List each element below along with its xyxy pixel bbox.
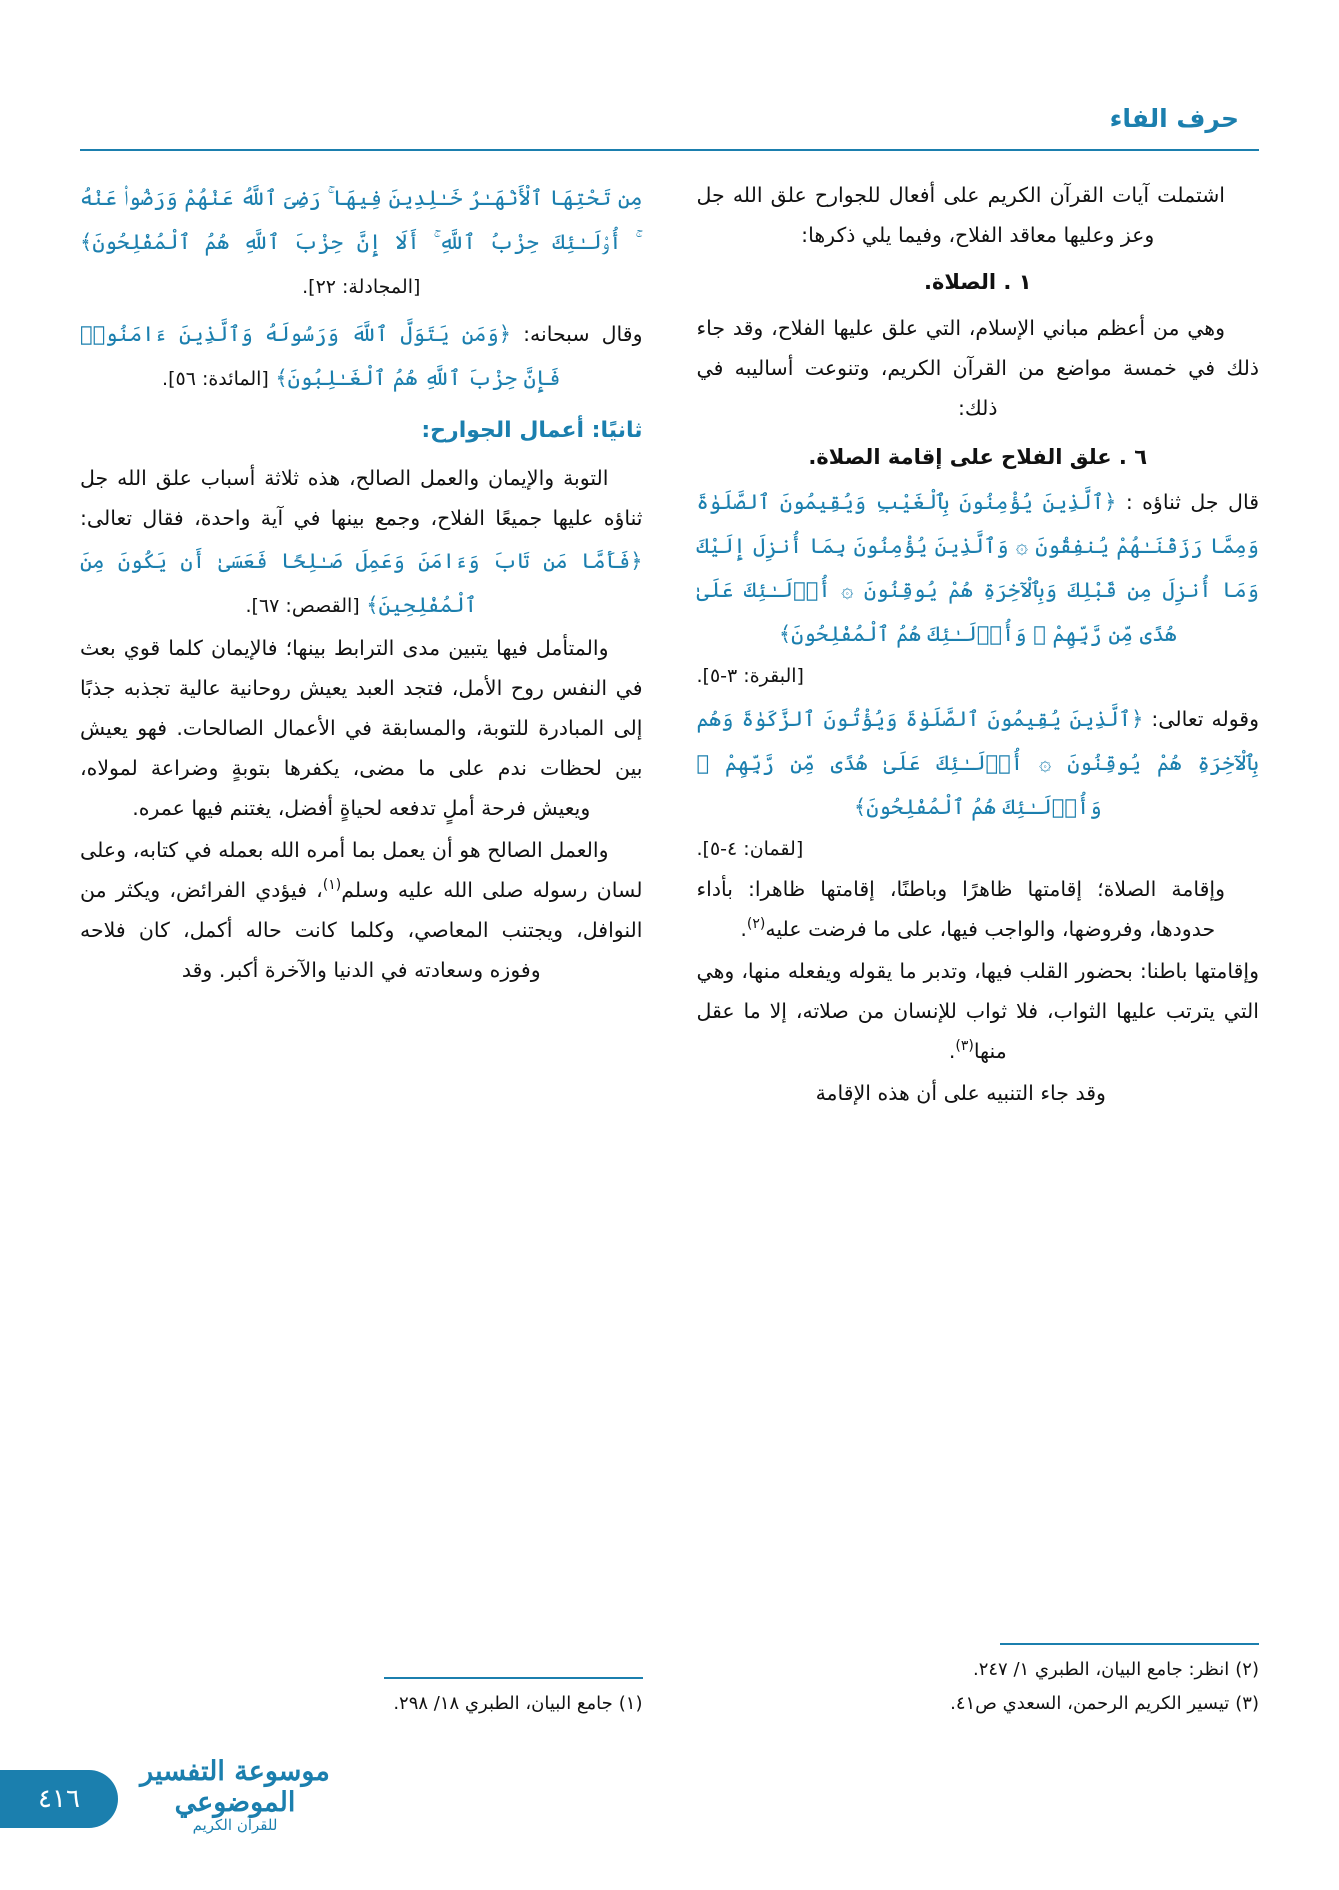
quran-verse: ﴿ٱلَّذِينَ يُؤْمِنُونَ بِٱلْغَيْبِ وَيُقِيمُونَ ٱلصَّلَوٰةَ وَمِمَّا رَزَقْنَـٰهُمْ يُنفِقُونَ ۞ وَٱلَّذِينَ يُؤْمِنُونَ بِمَا أُنزِلَ إِلَيْكَ وَمَا أُنزِلَ مِن قَبْلِكَ وَبِٱلْآخِرَةِ هُمْ يُوقِنُونَ ۞ أُو۟لَـٰئِكَ عَلَىٰ هُدًى مِّن رَّبِّهِمْ ۖ وَأُو۟لَـٰئِكَ هُمُ ٱلْمُفْلِحُونَ﴾ xyxy=(696,489,1259,646)
footnotes-right xyxy=(80,1677,643,1720)
footnote xyxy=(80,1687,643,1720)
footnote-marker: (٢) xyxy=(746,916,766,933)
section-heading: ثانيًا: أعمال الجوارح: xyxy=(421,418,643,444)
verse-lead-in: وقال سبحانه: xyxy=(523,322,643,347)
footnote-number: (١) xyxy=(618,1692,643,1714)
quran-verse: ﴿ٱلَّذِينَ يُقِيمُونَ ٱلصَّلَوٰةَ وَيُؤْتُونَ ٱلزَّكَوٰةَ وَهُم بِٱلْآخِرَةِ هُمْ يُوقِنُونَ ۞ أُو۟لَـٰئِكَ عَلَىٰ هُدًى مِّن رَّبِّهِمْ ۖ وَأُو۟لَـٰئِكَ هُمُ ٱلْمُفْلِحُونَ﴾ xyxy=(696,707,1259,820)
paragraph: وقد جاء التنبيه على أن هذه الإقامة xyxy=(815,1081,1106,1106)
page-title: حرف الفاء xyxy=(1109,104,1239,133)
footnote-text: انظر: جامع البيان، الطبري ١/ ٢٤٧. xyxy=(972,1659,1230,1681)
quran-verse: ﴿فَأَمَّا مَن تَابَ وَءَامَنَ وَعَمِلَ صَـٰلِحًا فَعَسَىٰ أَن يَكُونَ مِنَ ٱلْمُفْلِحِينَ﴾ xyxy=(80,549,643,618)
logo-title: موسوعة التفسير الموضوعي xyxy=(140,1756,330,1818)
verse-lead-in: قال جل ثناؤه : xyxy=(1125,489,1259,514)
page-header xyxy=(80,104,1259,160)
verse-reference: [المجادلة: ٢٢]. xyxy=(302,276,421,299)
two-column-body xyxy=(80,176,1259,1720)
header-divider xyxy=(80,149,1259,151)
verse-reference: [البقرة: ٣-٥]. xyxy=(696,665,804,688)
footnote-marker: (٣) xyxy=(955,1038,974,1055)
quran-verse: مِن تَحْتِهَا ٱلْأَنْهَـٰرُ خَـٰلِدِينَ فِيهَا ۚ رَضِىَ ٱللَّهُ عَنْهُمْ وَرَضُوا۟ عَنْهُ ۚ أُو۟لَـٰئِكَ حِزْبُ ٱللَّهِ ۚ أَلَا إِنَّ حِزْبَ ٱللَّهِ هُمُ ٱلْمُفْلِحُونَ﴾ [المجادلة: ٢٢]. xyxy=(80,186,643,299)
publisher-logo xyxy=(120,1756,350,1834)
list-item: ٦ . علق الفلاح على إقامة الصلاة. xyxy=(808,444,1148,469)
paragraph: اشتملت آيات القرآن الكريم على أفعال للجوارح علق الله جل وعز وعليها معاقد الفلاح، وفيما يلي ذكرها: xyxy=(696,183,1225,247)
verse-lead-in: وقوله تعالى: xyxy=(1151,707,1259,732)
paragraph: وإقامتها باطنا: بحضور القلب فيها، وتدبر ما يقوله ويفعله منها، وهي التي يترتب عليها الثواب، فلا ثواب للإنسان من صلاته، إلا ما عقل منها$^{(٣)}$. xyxy=(696,959,1259,1064)
verse-reference: [المائدة: ٥٦]. xyxy=(162,368,269,391)
footnote-divider xyxy=(1000,1643,1259,1645)
footnote-text: تيسير الكريم الرحمن، السعدي ص٤١. xyxy=(950,1692,1230,1714)
page-footer xyxy=(0,1748,1339,1838)
logo-subtitle: للقرآن الكريم xyxy=(192,1816,278,1834)
verse-reference: [لقمان: ٤-٥]. xyxy=(696,838,804,861)
paragraph: والعمل الصالح هو أن يعمل بما أمره الله بعمله في كتابه، وعلى لسان رسوله صلى الله عليه وسلم$^{(١)}$، فيؤدي الفرائض، ويكثر من النوافل، ويجتنب المعاصي، وكلما كانت حاله أكمل، كان فلاحه وفوزه وسعادته في الدنيا والآخرة أكبر. وقد xyxy=(80,838,643,983)
column-right xyxy=(80,176,643,1720)
column-left xyxy=(697,176,1260,1720)
verse-reference: [القصص: ٦٧]. xyxy=(245,595,360,618)
paragraph: والمتأمل فيها يتبين مدى الترابط بينها؛ فالإيمان كلما قوي بعث في النفس روح الأمل، فتجد العبد يعيش روحانية عالية تجذبه جذبًا إلى المبادرة للتوبة، والمسابقة في الأعمال الصالحات. فهو يعيش بين لحظات ندم على ما مضى، يكفرها بتوبةٍ وضراعة لمولاه، ويعيش فرحة أملٍ تدفعه لحياةٍ أفضل، يغتنم فيها عمره. xyxy=(80,636,643,821)
footnote-number: (٢) xyxy=(1235,1659,1259,1681)
footnote xyxy=(697,1653,1260,1686)
list-item: ١ . الصلاة. xyxy=(923,269,1032,294)
paragraph: وهي من أعظم مباني الإسلام، التي علق عليها الفلاح، وقد جاء ذلك في خمسة مواضع من القرآن الكريم، وتنوعت أساليبه في ذلك: xyxy=(696,315,1259,420)
footnote-text: جامع البيان، الطبري ١٨/ ٢٩٨. xyxy=(393,1692,613,1714)
paragraph: التوبة والإيمان والعمل الصالح، هذه ثلاثة أسباب علق الله جل ثناؤه عليها جميعًا الفلاح، وجمع بينها في آية واحدة، فقال تعالى: ﴿فَأَمَّا مَن تَابَ وَءَامَنَ وَعَمِلَ صَـٰلِحًا فَعَسَىٰ أَن يَكُونَ مِنَ ٱلْمُفْلِحِينَ﴾ [القصص: ٦٧]. xyxy=(80,466,643,618)
footnote-number: (٣) xyxy=(1235,1692,1259,1714)
page-number-badge: ٤١٦ xyxy=(0,1770,118,1828)
footnote xyxy=(697,1687,1260,1720)
footnote-divider xyxy=(384,1677,643,1679)
quran-verse: ﴿وَمَن يَتَوَلَّ ٱللَّهَ وَرَسُولَهُ وَٱلَّذِينَ ءَامَنُوا۟ فَإِنَّ حِزْبَ ٱللَّهِ هُمُ ٱلْغَـٰلِبُونَ﴾ xyxy=(80,322,561,391)
footnotes-left xyxy=(697,1643,1260,1720)
footnote-marker: (١) xyxy=(322,877,342,894)
paragraph: وإقامة الصلاة؛ إقامتها ظاهرًا وباطنًا، إقامتها ظاهرا: بأداء حدودها، وفروضها، والواجب فيها، على ما فرضت عليه$^{(٢)}$. xyxy=(696,877,1225,942)
